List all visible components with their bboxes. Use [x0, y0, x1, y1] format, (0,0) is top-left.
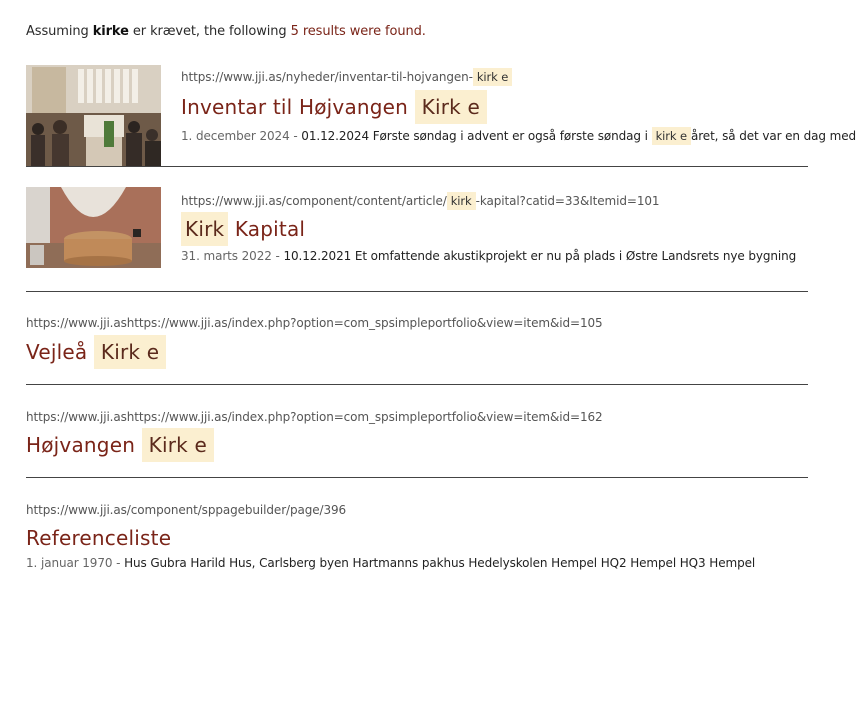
- result-title[interactable]: [181, 90, 808, 124]
- search-result: [26, 65, 856, 166]
- search-result: [26, 408, 808, 468]
- result-title-link[interactable]: Inventar til Højvangen: [181, 95, 409, 119]
- search-result: [26, 314, 808, 374]
- url-highlight: kirk: [447, 192, 476, 210]
- result-divider: [26, 477, 808, 478]
- result-url[interactable]: [181, 68, 808, 86]
- search-result: [26, 501, 808, 581]
- church-interior-image: [26, 65, 161, 166]
- url-highlight: kirk e: [473, 68, 512, 86]
- snippet-highlight: kirk e: [652, 127, 691, 145]
- summary-prefix: Assuming: [26, 24, 89, 39]
- result-url[interactable]: [26, 314, 808, 332]
- brick-room-image: [26, 187, 161, 268]
- title-highlight[interactable]: Kirk e: [415, 90, 487, 124]
- result-date: 31. marts 2022 -: [181, 249, 284, 263]
- results-summary: [26, 24, 426, 39]
- result-url-link[interactable]: https://www.jji.ashttps://www.jji.as/index.php?option=com_spsimpleportfolio&view=item&id=162: [26, 410, 603, 424]
- result-snippet: [181, 126, 856, 146]
- result-divider: [26, 291, 808, 292]
- result-divider: [26, 384, 808, 385]
- result-url-link[interactable]: https://www.jji.ashttps://www.jji.as/index.php?option=com_spsimpleportfolio&view=item&id=105: [26, 316, 603, 330]
- result-url[interactable]: [26, 408, 808, 426]
- summary-count: 5 results were found.: [290, 24, 426, 39]
- result-title[interactable]: [181, 212, 808, 246]
- result-url-link[interactable]: https://www.jji.as/component/content/article/: [181, 194, 447, 208]
- result-title-link[interactable]: Kapital: [234, 217, 306, 241]
- result-title[interactable]: [26, 523, 808, 553]
- result-snippet: [26, 553, 808, 573]
- result-title[interactable]: [26, 335, 808, 369]
- summary-middle: er krævet, the following: [132, 24, 287, 39]
- title-highlight[interactable]: Kirk e: [142, 428, 214, 462]
- snippet-text-post: året, så det var en dag med: [690, 129, 856, 143]
- snippet-text: 01.12.2024 Første søndag i advent er også første søndag i: [301, 129, 648, 143]
- result-title-link[interactable]: Højvangen: [26, 433, 136, 457]
- summary-term: kirke: [92, 24, 129, 39]
- result-date: 1. december 2024 -: [181, 129, 302, 143]
- snippet-text: Hus Gubra Harild Hus, Carlsberg byen Hartmanns pakhus Hedelyskolen Hempel HQ2 Hempel HQ3 Hempel: [124, 556, 756, 570]
- result-url-link-post[interactable]: -kapital?catid=33&Itemid=101: [475, 194, 660, 208]
- result-divider: [26, 166, 808, 167]
- title-highlight[interactable]: Kirk: [181, 212, 228, 246]
- result-title-link[interactable]: Vejleå: [26, 340, 88, 364]
- snippet-text: 10.12.2021 Et omfattende akustikprojekt er nu på plads i Østre Landsrets nye bygning: [283, 249, 797, 263]
- result-url[interactable]: [26, 501, 808, 519]
- result-thumbnail[interactable]: [26, 187, 161, 268]
- result-url[interactable]: [181, 192, 808, 210]
- result-url-link[interactable]: https://www.jji.as/component/sppagebuilder/page/396: [26, 503, 347, 517]
- search-result: [26, 187, 808, 268]
- result-url-link[interactable]: https://www.jji.as/nyheder/inventar-til-hojvangen-: [181, 70, 473, 84]
- result-title[interactable]: [26, 428, 808, 462]
- result-thumbnail[interactable]: [26, 65, 161, 166]
- title-highlight[interactable]: Kirk e: [94, 335, 166, 369]
- result-title-link[interactable]: Referenceliste: [26, 526, 172, 550]
- result-date: 1. januar 1970 -: [26, 556, 125, 570]
- result-snippet: [181, 246, 808, 266]
